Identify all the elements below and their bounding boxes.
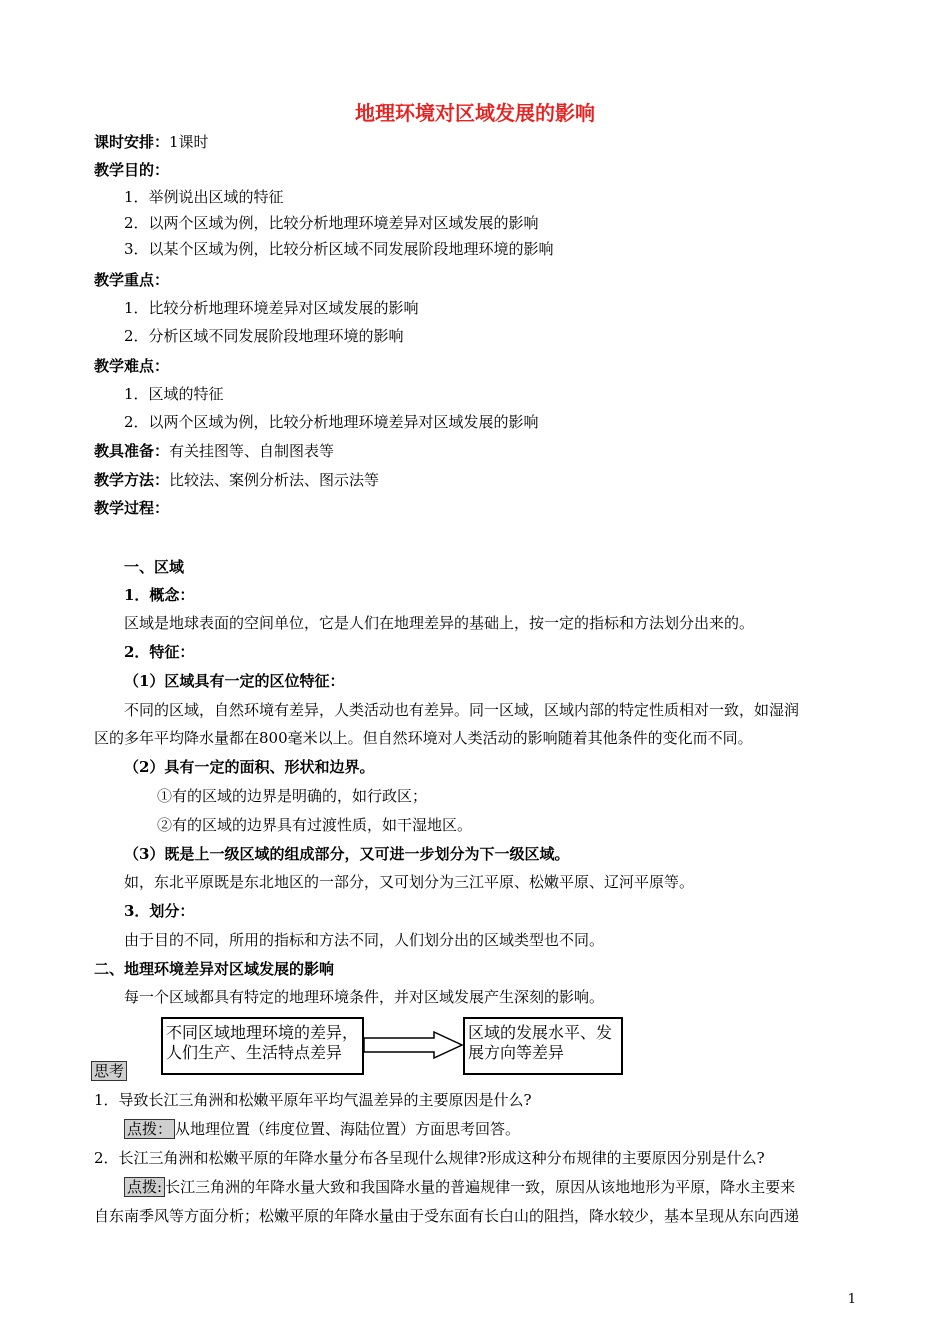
objective-item: 1．举例说出区域的特征 xyxy=(124,188,284,206)
think-label: 思考 xyxy=(91,1061,127,1081)
diagram-right-box: 区域的发展水平、发展方向等差异 xyxy=(463,1017,623,1075)
objectives-label: 教学目的： xyxy=(94,161,170,179)
key-point-item: 2．分析区域不同发展阶段地理环境的影响 xyxy=(124,327,404,345)
feature1-text: 不同的区域，自然环境有差异，人类活动也有差异。同一区域，区域内部的特定性质相对一致，如湿润 xyxy=(124,701,800,719)
tools-value: 有关挂图等、自制图表等 xyxy=(169,442,335,460)
methods-label: 教学方法： xyxy=(94,471,170,489)
hint-1-row xyxy=(124,1119,520,1139)
division-heading: 3．划分： xyxy=(124,902,195,920)
section1-heading: 一、区域 xyxy=(124,558,185,576)
objective-item: 2．以两个区域为例，比较分析地理环境差异对区域发展的影响 xyxy=(124,214,539,232)
question-2: 2．长江三角洲和松嫩平原的年降水量分布各呈现什么规律?形成这种分布规律的主要原因分别是什么? xyxy=(94,1149,765,1167)
difficulty-item: 1．区域的特征 xyxy=(124,385,224,403)
diagram-left-box: 不同区域地理环境的差异，人们生产、生活特点差异 xyxy=(161,1017,364,1075)
concept-heading: 1．概念： xyxy=(124,586,195,604)
schedule-row xyxy=(94,132,209,152)
process-label: 教学过程： xyxy=(94,499,170,517)
page-title: 地理环境对区域发展的影响 xyxy=(355,101,595,125)
feature2-item: ①有的区域的边界是明确的，如行政区； xyxy=(157,787,428,805)
schedule-label: 课时安排： xyxy=(94,133,170,151)
tools-row xyxy=(94,441,334,461)
question-1: 1．导致长江三角洲和松嫩平原年平均气温差异的主要原因是什么? xyxy=(94,1091,532,1109)
feature1-heading: （1）区域具有一定的区位特征： xyxy=(124,672,345,690)
division-text: 由于目的不同，所用的指标和方法不同，人们划分出的区域类型也不同。 xyxy=(124,931,605,949)
hint-2-text: 长江三角洲的年降水量大致和我国降水量的普遍规律一致，原因从该地地形为平原，降水主要来 xyxy=(165,1178,796,1196)
hint-2-row xyxy=(124,1177,795,1197)
hint-1-text: 从地理位置（纬度位置、海陆位置）方面思考回答。 xyxy=(175,1120,521,1138)
feature2-heading: （2）具有一定的面积、形状和边界。 xyxy=(124,758,375,776)
feature2-item: ②有的区域的边界具有过渡性质，如干湿地区。 xyxy=(157,816,473,834)
key-points-label: 教学重点： xyxy=(94,271,170,289)
hint-label: 点拨： xyxy=(124,1119,175,1139)
diagram-arrow-icon xyxy=(364,1030,464,1060)
methods-value: 比较法、案例分析法、图示法等 xyxy=(169,471,380,489)
page-number: 1 xyxy=(847,1292,856,1307)
key-point-item: 1．比较分析地理环境差异对区域发展的影响 xyxy=(124,299,419,317)
feature1-text: 区的多年平均降水量都在800毫米以上。但自然环境对人类活动的影响随着其他条件的变化而不同。 xyxy=(94,729,753,747)
think-row xyxy=(91,1061,127,1081)
section2-intro: 每一个区域都具有特定的地理环境条件，并对区域发展产生深刻的影响。 xyxy=(124,988,605,1006)
hint-2-text: 自东南季风等方面分析；松嫩平原的年降水量由于受东面有长白山的阻挡，降水较少，基本呈现从东向西递 xyxy=(94,1207,800,1225)
tools-label: 教具准备： xyxy=(94,442,170,460)
concept-text: 区域是地球表面的空间单位，它是人们在地理差异的基础上，按一定的指标和方法划分出来的。 xyxy=(124,614,755,632)
feature3-text: 如，东北平原既是东北地区的一部分，又可划分为三江平原、松嫩平原、辽河平原等。 xyxy=(124,873,695,891)
schedule-value: 1课时 xyxy=(169,133,209,151)
difficulties-label: 教学难点： xyxy=(94,357,170,375)
methods-row xyxy=(94,470,379,490)
features-heading: 2．特征： xyxy=(124,643,195,661)
objective-item: 3．以某个区域为例，比较分析区域不同发展阶段地理环境的影响 xyxy=(124,240,554,258)
feature3-heading: （3）既是上一级区域的组成部分，又可进一步划分为下一级区域。 xyxy=(124,845,570,863)
section2-heading: 二、地理环境差异对区域发展的影响 xyxy=(94,960,335,978)
hint-label: 点拨: xyxy=(124,1177,165,1197)
difficulty-item: 2．以两个区域为例，比较分析地理环境差异对区域发展的影响 xyxy=(124,413,539,431)
